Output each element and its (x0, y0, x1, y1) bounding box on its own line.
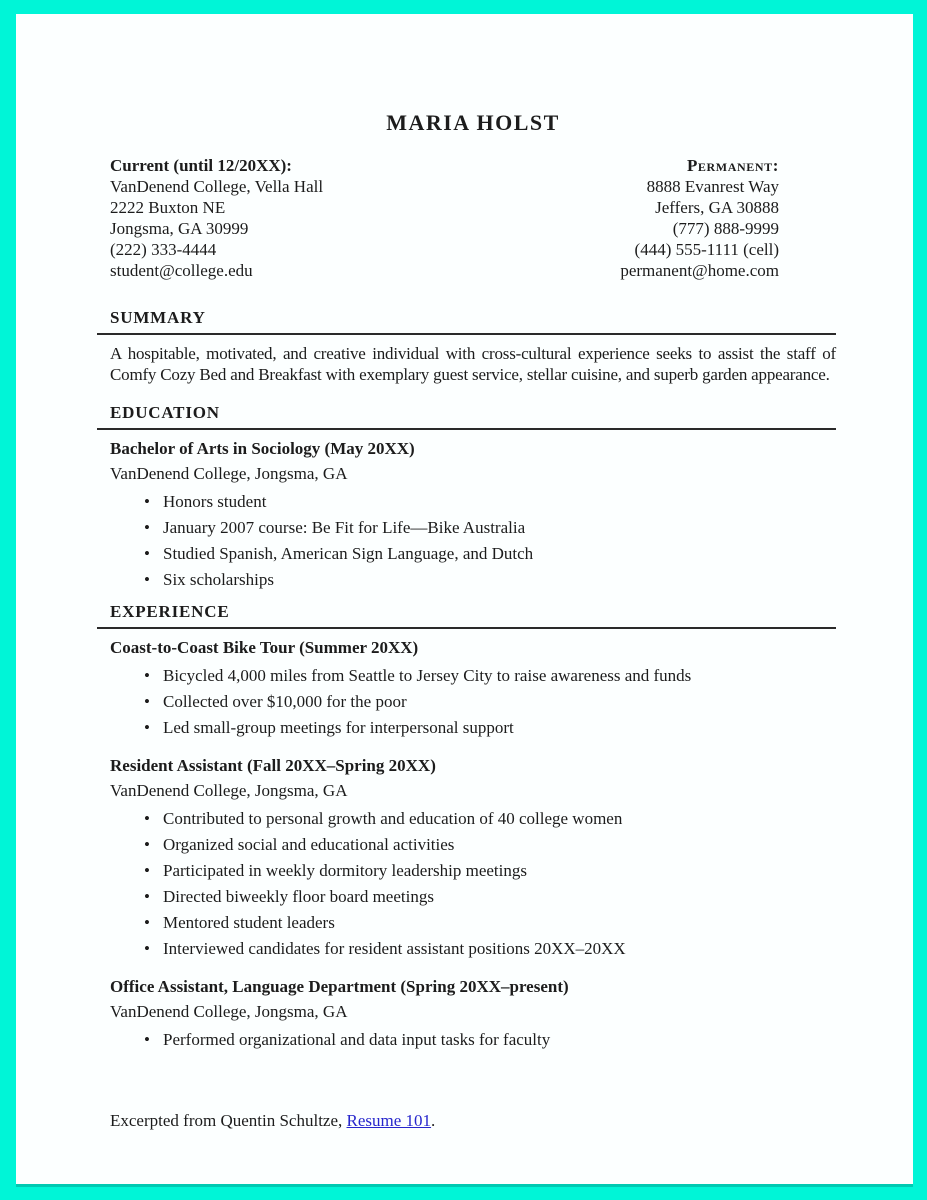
current-address-heading: Current (until 12/20XX): (110, 156, 292, 175)
bullet-item: • Participated in weekly dormitory leadership meetings (110, 860, 836, 881)
resume-name: MARIA HOLST (386, 110, 560, 135)
bullet-item: • Directed biweekly floor board meetings (110, 886, 836, 907)
bullet-item: • Mentored student leaders (110, 912, 836, 933)
current-address-line: Jongsma, GA 30999 (110, 219, 249, 238)
section-heading: SUMMARY (97, 308, 836, 335)
bullet-item: • Performed organizational and data input tasks for faculty (110, 1029, 836, 1050)
resume-entry (110, 976, 836, 1050)
current-address-line: 2222 Buxton NE (110, 198, 226, 217)
current-email: student@college.edu (110, 261, 253, 280)
resume-101-link[interactable]: Resume 101 (346, 1111, 432, 1130)
resume-page (16, 14, 913, 1184)
bullet-item: • Six scholarships (110, 569, 836, 590)
entry-title: Coast-to-Coast Bike Tour (Summer 20XX) (110, 638, 419, 657)
entry-subtitle: VanDenend College, Jongsma, GA (110, 464, 348, 483)
bullet-list (110, 808, 836, 959)
bullet-item: • Contributed to personal growth and education of 40 college women (110, 808, 836, 829)
resume-content (110, 110, 836, 1131)
resume-entry (110, 438, 836, 590)
permanent-phone: (777) 888-9999 (672, 219, 779, 238)
entry-title: Office Assistant, Language Department (Spring 20XX–present) (110, 977, 569, 996)
permanent-address-line: Jeffers, GA 30888 (655, 198, 779, 217)
footer-text: Excerpted from Quentin Schultze, (110, 1111, 347, 1130)
entry-subtitle: VanDenend College, Jongsma, GA (110, 781, 348, 800)
permanent-email: permanent@home.com (620, 261, 779, 280)
footer-credit (110, 1110, 836, 1131)
bullet-item: • Led small-group meetings for interpersonal support (110, 717, 836, 738)
bullet-item: • Honors student (110, 491, 836, 512)
bullet-item: • Collected over $10,000 for the poor (110, 691, 836, 712)
permanent-address-heading: Permanent: (686, 156, 779, 175)
current-phone: (222) 333-4444 (110, 240, 217, 259)
entry-title: Bachelor of Arts in Sociology (May 20XX) (110, 439, 415, 458)
bullet-list (110, 491, 836, 590)
section-education (110, 403, 836, 590)
bullet-list (110, 665, 836, 738)
bullet-item: • Organized social and educational activities (110, 834, 836, 855)
footer-period: . (431, 1111, 436, 1130)
resume-entry (110, 755, 836, 959)
bullet-item: • Studied Spanish, American Sign Language, and Dutch (110, 543, 836, 564)
contact-block (110, 155, 836, 281)
current-address-line: VanDenend College, Vella Hall (110, 177, 324, 196)
permanent-address-block (620, 155, 779, 281)
section-heading: EXPERIENCE (97, 602, 836, 629)
bullet-item: • Interviewed candidates for resident assistant positions 20XX–20XX (110, 938, 836, 959)
permanent-cell-phone: (444) 555-1111 (cell) (634, 240, 779, 259)
entry-subtitle: VanDenend College, Jongsma, GA (110, 1002, 348, 1021)
resume-sections (110, 308, 836, 1050)
section-paragraph: A hospitable, motivated, and creative individual with cross-cultural experience seeks to assist the staff of Comfy Cozy Bed and Breakfast with exemplary guest service, stellar cuisine, and superb garden appearance. (110, 344, 836, 384)
permanent-address-line: 8888 Evanrest Way (646, 177, 779, 196)
bullet-item: • Bicycled 4,000 miles from Seattle to Jersey City to raise awareness and funds (110, 665, 836, 686)
section-heading: EDUCATION (97, 403, 836, 430)
current-address-block (110, 155, 323, 281)
bullet-item: • January 2007 course: Be Fit for Life—Bike Australia (110, 517, 836, 538)
bullet-list (110, 1029, 836, 1050)
resume-entry (110, 637, 836, 738)
section-experience (110, 602, 836, 1050)
entry-title: Resident Assistant (Fall 20XX–Spring 20XX) (110, 756, 436, 775)
section-summary (110, 308, 836, 385)
